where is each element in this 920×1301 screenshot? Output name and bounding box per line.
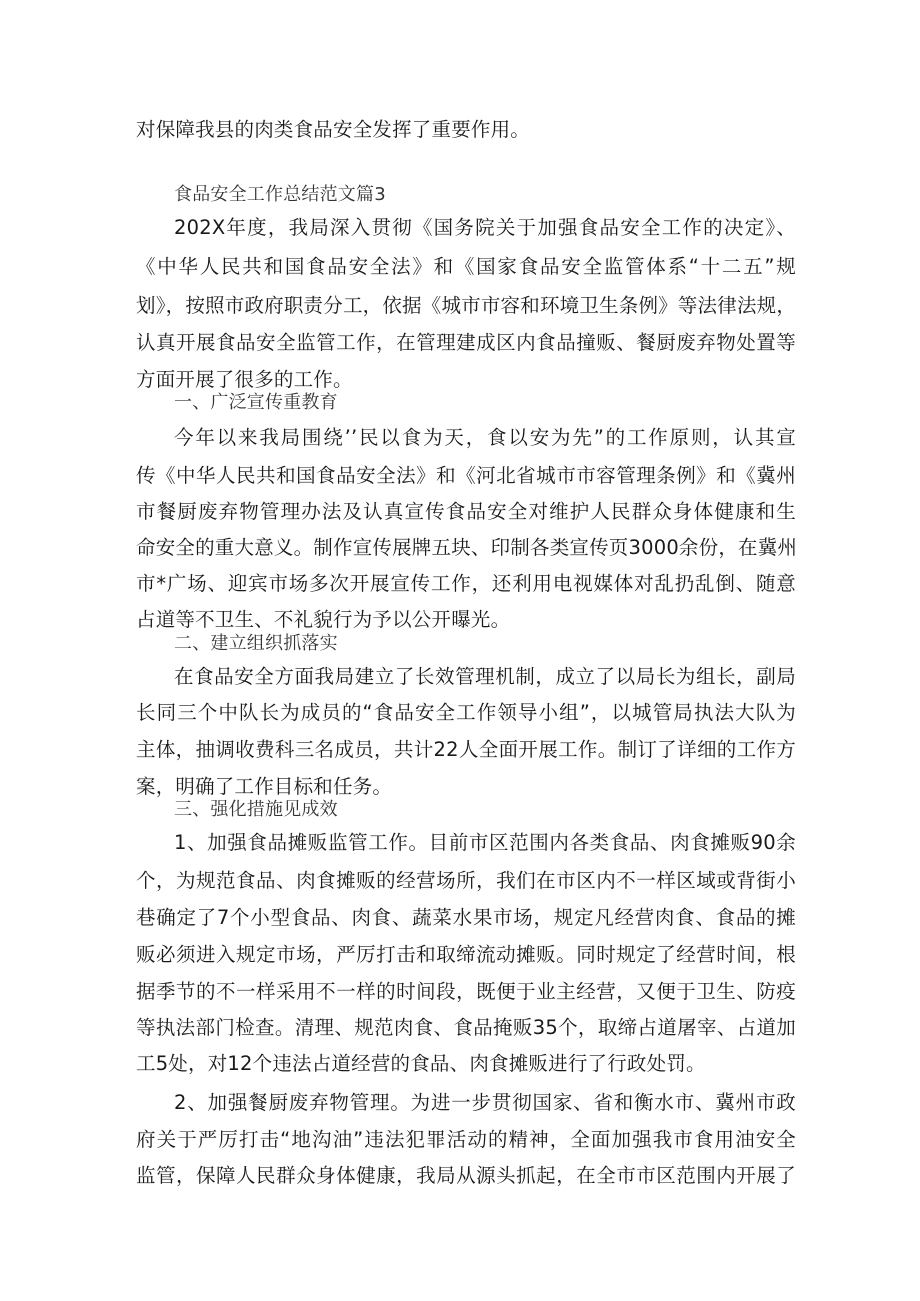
section-heading: 一、广泛宣传重教育 [174, 392, 338, 413]
text-line: 认真开展食品安全监管工作，在管理建成区内食品撞贩、餐厨废弃物处置等 [136, 331, 796, 354]
text-line: 传《中华人民共和国食品安全法》和《河北省城市市容管理条例》和《冀州 [136, 464, 796, 487]
text-line: 命安全的重大意义。制作宣传展牌五块、印制各类宣传页3000余份，在冀州 [136, 536, 798, 559]
text-line: 202X年度，我局深入贯彻《国务院关于加强食品安全工作的决定》、 [174, 216, 796, 239]
article-title: 食品安全工作总结范文篇3 [174, 184, 386, 205]
text-line: 据季节的不一样采用不一样的时间段，既便于业主经营，又便于卫生、防疫 [136, 980, 796, 1003]
text-line: 案，明确了工作目标和任务。 [136, 775, 393, 798]
text-line: 方面开展了很多的工作。 [136, 368, 353, 391]
section-heading: 二、建立组织抓落实 [174, 633, 338, 654]
text-line: 市*广场、迎宾市场多次开展宣传工作，还利用电视媒体对乱扔乱倒、随意 [136, 572, 796, 595]
text-line: 主体，抽调收费科三名成员，共计22人全面开展工作。制订了详细的工作方 [136, 738, 796, 761]
text-line: 工5处，对12个违法占道经营的食品、肉食摊贩进行了行政处罚。 [136, 1052, 706, 1075]
text-line: 市餐厨废弃物管理办法及认真宣传食品安全对维护人民群众身体健康和生 [136, 500, 796, 523]
text-line: 2、加强餐厨废弃物管理。为进一步贯彻国家、省和衡水市、冀州市政 [174, 1091, 796, 1114]
section-heading: 三、强化措施见成效 [174, 799, 338, 820]
text-line: 占道等不卫生、不礼貌行为予以公开曝光。 [136, 608, 511, 631]
text-line: 1、加强食品摊贩监管工作。目前市区范围内各类食品、肉食摊贩90余 [174, 831, 796, 854]
text-line: 划》，按照市政府职责分工，依据《城市市容和环境卫生条例》等法律法规， [136, 294, 797, 317]
text-line: 巷确定了7个小型食品、肉食、蔬菜水果市场，规定凡经营肉食、食品的摊 [136, 906, 796, 929]
text-line: 贩必须进入规定市场，严厉打击和取缔流动摊贩。同时规定了经营时间，根 [136, 943, 796, 966]
text-line: 今年以来我局围绕’’民以食为天，食以安为先”的工作原则，认其宣 [174, 426, 796, 449]
text-line: 个，为规范食品、肉食摊贩的经营场所，我们在市区内不一样区域或背街小 [136, 869, 796, 892]
text-line: 《中华人民共和国食品安全法》和《国家食品安全监管体系“十二五”规 [136, 255, 796, 278]
text-line: 府关于严厉打击“地沟油”违法犯罪活动的精神，全面加强我市食用油安全 [136, 1128, 796, 1151]
text-line: 监管，保障人民群众身体健康，我局从源头抓起，在全市市区范围内开展了 [136, 1164, 796, 1187]
text-line: 对保障我县的肉类食品安全发挥了重要作用。 [136, 118, 531, 141]
text-line: 长同三个中队长为成员的“食品安全工作领导小组”，以城管局执法大队为 [136, 701, 796, 724]
text-line: 在食品安全方面我局建立了长效管理机制，成立了以局长为组长，副局 [174, 665, 796, 688]
text-line: 等执法部门检查。清理、规范肉食、食品掩贩35个，取缔占道屠宰、占道加 [136, 1016, 796, 1039]
